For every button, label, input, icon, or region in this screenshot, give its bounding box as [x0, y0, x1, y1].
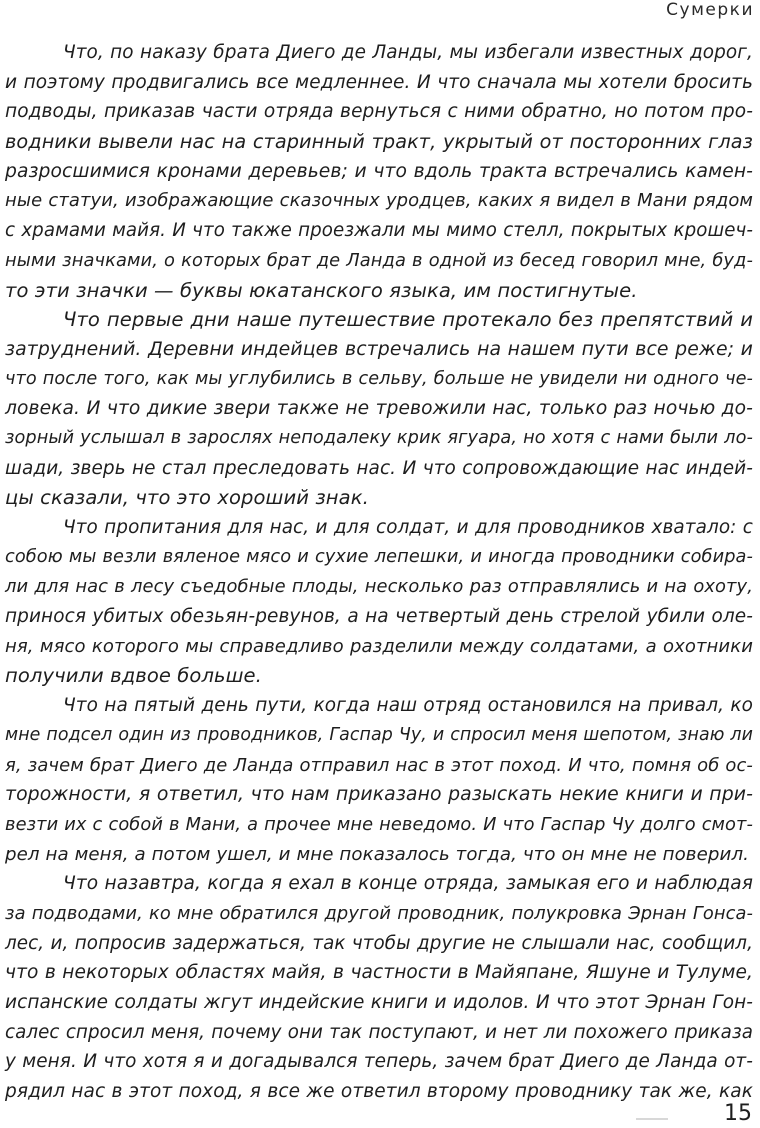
text-line: собою мы везли вяленое мясо и сухие лепешки, и иногда проводники собира- — [5, 546, 753, 567]
text-line: получили вдвое больше. — [5, 664, 262, 688]
text-line: ными значками, о которых брат де Ланда в одной из бесед говорил мне, буд- — [5, 249, 753, 271]
text-line: разросшимися кронами деревьев; и что вдоль тракта встречались камен- — [5, 160, 753, 182]
text-line: рядил нас в этот поход, я все же ответил второму проводнику так же, как — [5, 1081, 753, 1103]
text-line: Что пропитания для нас, и для солдат, и для проводников хватало: с — [63, 517, 753, 538]
text-line: ные статуи, изображающие сказочных уродцев, каких я видел в Мани рядом — [5, 190, 753, 212]
text-line: цы сказали, что это хороший знак. — [5, 486, 369, 510]
text-line: торожности, я ответил, что нам приказано разыскать некие книги и при- — [5, 784, 753, 806]
paragraph — [5, 691, 753, 869]
text-line: мне подсел один из проводников, Гаспар Чу, и спросил меня шепотом, знаю ли — [5, 724, 753, 745]
text-line: Что на пятый день пути, когда наш отряд остановился на привал, ко — [63, 695, 753, 717]
text-line: шади, зверь не стал преследовать нас. И что сопровождающие нас индей- — [5, 457, 753, 479]
text-line: ли для нас в лесу съедобные плоды, несколько раз отправлялись и на охоту, — [5, 576, 753, 598]
paragraph — [5, 305, 753, 513]
text-line: Что, по наказу брата Диего де Ланды, мы избегали известных дорог, — [63, 42, 753, 63]
page-mark — [636, 1118, 668, 1120]
text-line: рел на меня, а потом ушел, и мне показалось тогда, что он мне не поверил. — [5, 843, 750, 865]
paragraph — [5, 869, 753, 1107]
text-line: ня, мясо которого мы справедливо разделили между солдатами, а охотники — [5, 635, 753, 657]
text-line: зорный услышал в зарослях неподалеку крик ягуара, но хотя с нами были ло- — [5, 427, 753, 448]
text-line: везти их с собой в Мани, а прочее мне неведомо. И что Гаспар Чу долго смот- — [5, 813, 753, 835]
text-line: с храмами майя. И что также проезжали мы мимо стелл, покрытых крошеч- — [5, 220, 753, 242]
text-line: затруднений. Деревни индейцев встречались на нашем пути все реже; и — [5, 338, 753, 360]
text-line: то эти значки — буквы юкатанского языка, им постигнутые. — [5, 278, 638, 302]
paragraph — [5, 38, 753, 305]
running-head: Сумерки — [666, 0, 754, 20]
text-line: у меня. И что хотя я и догадывался теперь, зачем брат Диего де Ланда от- — [5, 1051, 753, 1073]
text-line: я, зачем брат Диего де Ланда отправил нас в этот поход. И что, помня об ос- — [5, 754, 753, 776]
text-line: водники вывели нас на старинный тракт, укрытый от посторонних глаз — [5, 130, 753, 154]
body-text — [5, 38, 753, 1107]
text-line: ловека. И что дикие звери также не тревожили нас, только раз ночью до- — [5, 398, 753, 420]
text-line: за подводами, ко мне обратился другой проводник, полукровка Эрнан Гонса- — [5, 902, 753, 924]
text-line: испанские солдаты жгут индейские книги и идолов. И что этот Эрнан Гон- — [5, 992, 753, 1013]
text-line: Что первые дни наше путешествие протекало без препятствий и — [63, 308, 753, 332]
text-line: что в некоторых областях майя, в частности в Майяпане, Яшуне и Тулуме, — [5, 962, 753, 984]
text-line: и поэтому продвигались все медленнее. И что сначала мы хотели бросить — [5, 71, 753, 93]
text-line: Что назавтра, когда я ехал в конце отряда, замыкая его и наблюдая — [63, 873, 753, 895]
text-line: подводы, приказав части отряда вернуться с ними обратно, но потом про- — [5, 101, 753, 123]
text-line: что после того, как мы углубились в сельву, больше не увидели ни одного че- — [5, 368, 753, 389]
text-line: салес спросил меня, почему они так поступают, и нет ли похожего приказа — [5, 1021, 753, 1043]
paragraph — [5, 513, 753, 691]
page-number: 15 — [724, 1101, 752, 1126]
text-line: принося убитых обезьян-ревунов, а на четвертый день стрелой убили оле- — [5, 606, 753, 628]
text-line: лес, и, попросив задержаться, так чтобы другие не слышали нас, сообщил, — [5, 932, 753, 954]
